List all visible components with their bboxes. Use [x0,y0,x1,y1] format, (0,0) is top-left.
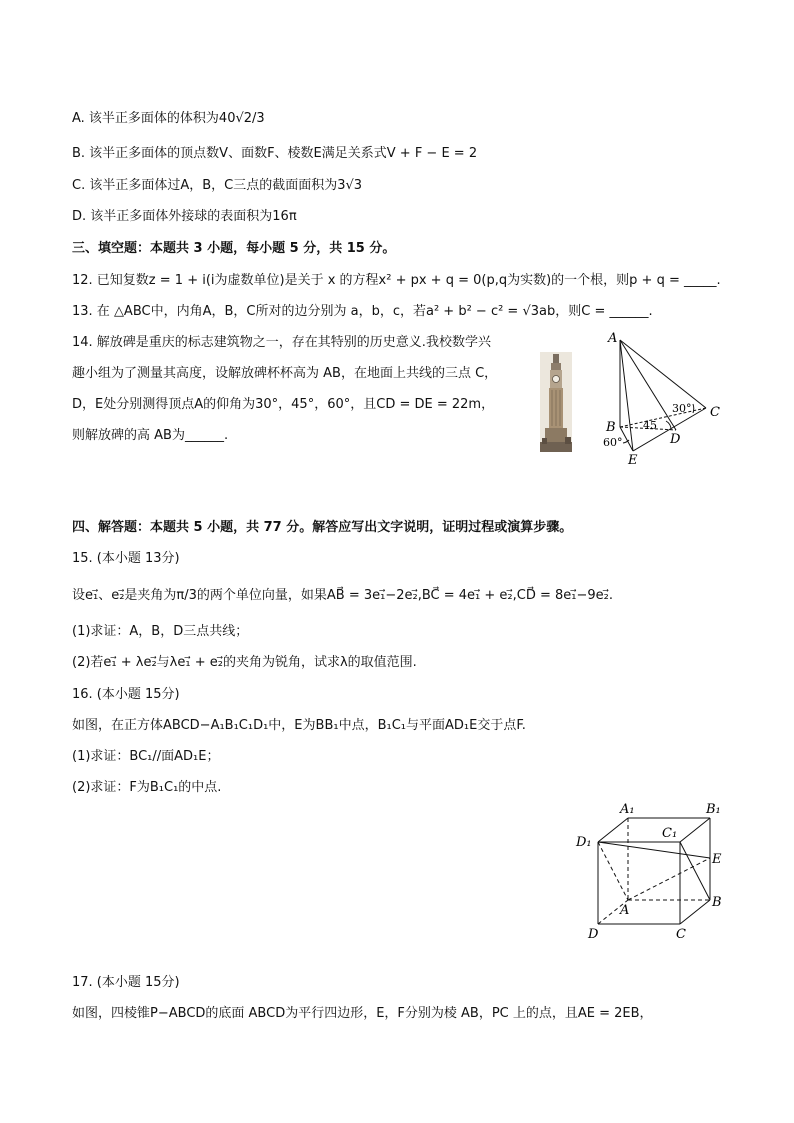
monument-photo [540,352,572,452]
point-label-c: C [710,405,720,420]
question-16-part-1: (1)求证：BC₁//面AD₁E； [72,749,220,764]
point-label-b: B [606,420,616,435]
point-label-e: E [628,453,638,466]
question-16-part-2: (2)求证：F为B₁C₁的中点. [72,780,222,795]
question-16-header: 16. (本小题 15分) [72,687,180,702]
cube-diagram [570,800,730,942]
cube-label-b: B [712,895,722,910]
question-14-line-1: 14. 解放碑是重庆的标志建筑物之一，存在其特别的历史意义.我校数学兴 [72,335,491,350]
question-15-stem: 设e₁⃗、e₂⃗是夹角为π/3的两个单位向量，如果AB⃗ = 3e₁⃗−2e₂⃗,BC⃗ = 4e₁⃗ + e₂⃗,CD⃗ = 8e₁⃗−9e₂⃗. [72,588,613,603]
angle-label-60: 60° [603,436,623,449]
section-heading-solve: 四、解答题：本题共 5 小题，共 77 分。解答应写出文字说明，证明过程或演算步骤。 [72,520,573,535]
question-15-part-1: (1)求证：A，B，D三点共线； [72,624,249,639]
question-17-header: 17. (本小题 15分) [72,975,180,990]
option-a: A. 该半正多面体的体积为40√2/3 [72,111,265,126]
option-c: C. 该半正多面体过A，B，C三点的截面面积为3√3 [72,178,363,193]
question-14-line-2: 趣小组为了测量其高度，设解放碑杯杯高为 AB，在地面上共线的三点 C， [72,366,498,381]
option-d: D. 该半正多面体外接球的表面积为16π [72,209,297,224]
question-16-stem: 如图，在正方体ABCD−A₁B₁C₁D₁中，E为BB₁中点，B₁C₁与平面AD₁E交于点F. [72,718,526,733]
point-label-a: A [608,331,618,346]
angle-label-30: 30° [672,402,692,415]
question-17-stem: 如图，四棱锥P−ABCD的底面 ABCD为平行四边形，E，F分别为棱 AB，PC 上的点，且AE = 2EB， [72,1006,653,1021]
cube-label-d: D [588,927,599,942]
question-14-diagram [598,330,726,466]
cube-label-c: C [676,927,686,942]
option-b: B. 该半正多面体的顶点数V、面数F、棱数E满足关系式V + F − E = 2 [72,146,478,161]
angle-label-45: 45 [643,419,657,432]
cube-label-e: E [712,852,722,867]
cube-label-d1: D₁ [576,835,592,850]
question-15-header: 15. (本小题 13分) [72,551,180,566]
cube-label-a: A [620,903,630,918]
question-12: 12. 已知复数z = 1 + i(i为虚数单位)是关于 x 的方程x² + px + q = 0(p,q为实数)的一个根，则p + q = _____. [72,273,721,288]
cube-label-b1: B₁ [706,802,721,817]
question-14-line-3: D，E处分别测得顶点A的仰角为30°，45°，60°，且CD = DE = 22m， [72,397,495,412]
question-13: 13. 在 △ABC中，内角A，B，C所对的边分别为 a，b，c，若a² + b² − c² = √3ab，则C = ______. [72,304,653,319]
point-label-d: D [670,432,681,447]
cube-label-a1: A₁ [620,802,635,817]
question-14-line-4: 则解放碑的高 AB为______. [72,428,229,443]
question-15-part-2: (2)若e₁⃗ + λe₂⃗与λe₁⃗ + e₂⃗的夹角为锐角，试求λ的取值范围. [72,655,417,670]
cube-label-c1: C₁ [662,826,678,841]
section-heading-fill-in: 三、填空题：本题共 3 小题，每小题 5 分，共 15 分。 [72,241,396,256]
